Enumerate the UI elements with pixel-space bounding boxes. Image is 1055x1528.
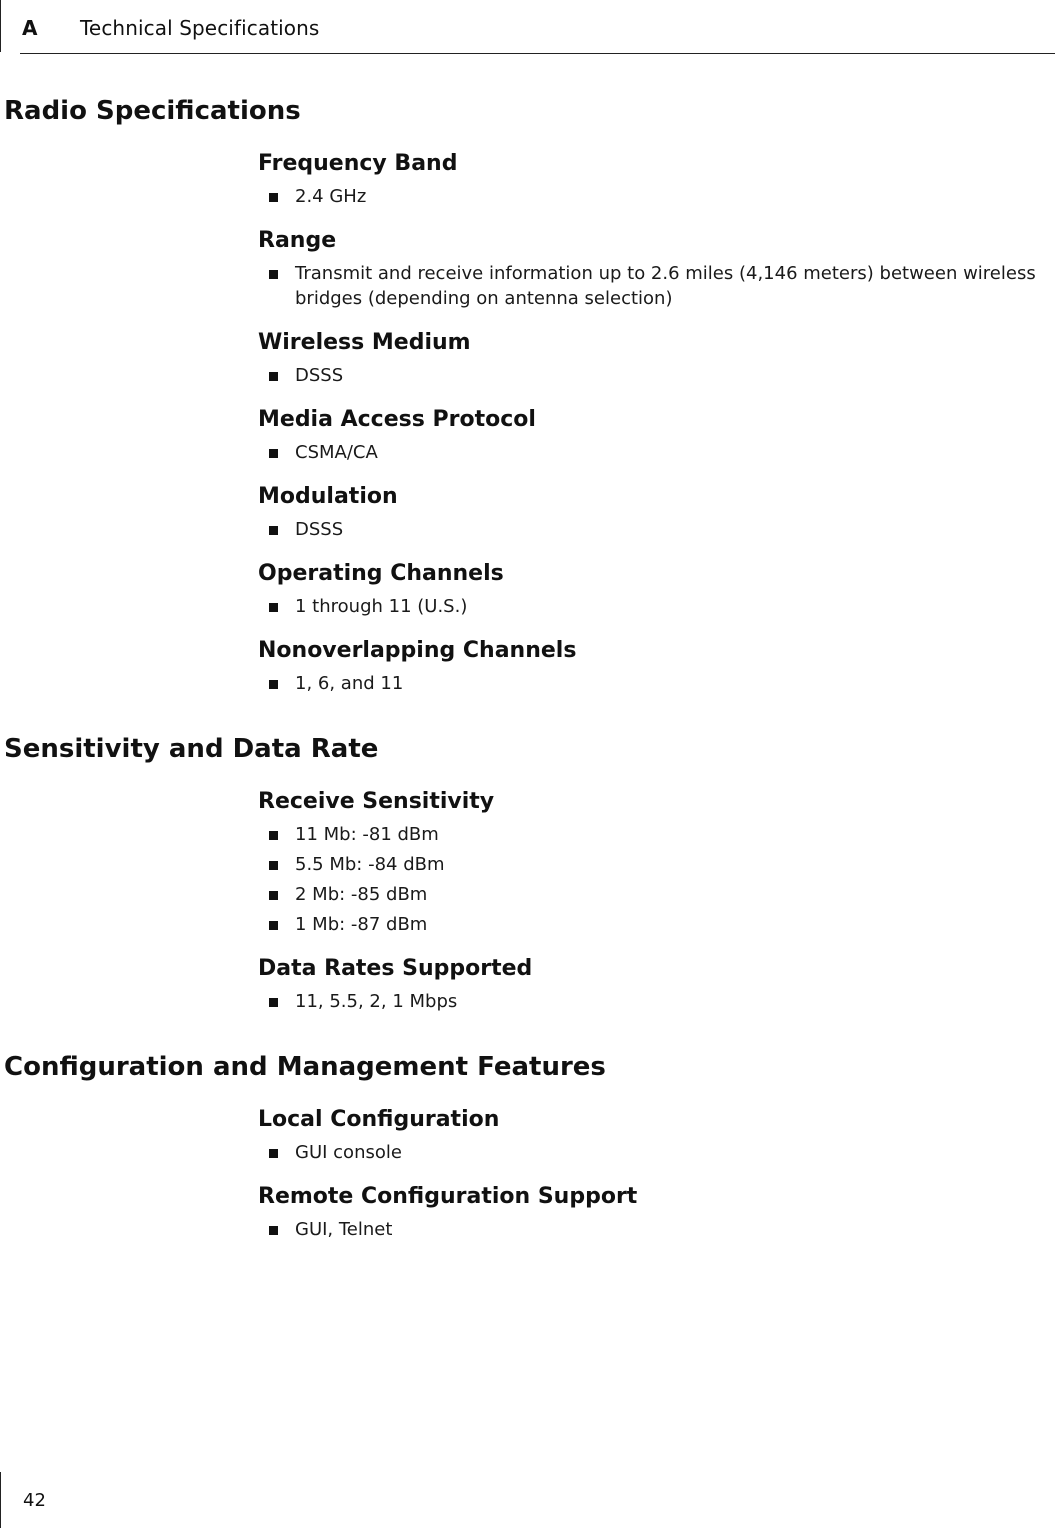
list-item-text: CSMA/CA bbox=[295, 442, 378, 463]
spec-list bbox=[258, 440, 1055, 465]
list-item-text: 5.5 Mb: -84 dBm bbox=[295, 854, 445, 875]
list-item bbox=[258, 184, 1055, 209]
square-bullet-icon bbox=[269, 603, 278, 612]
square-bullet-icon bbox=[269, 998, 278, 1007]
list-item bbox=[258, 363, 1055, 388]
spec-subheading: Receive Sensitivity bbox=[258, 789, 495, 814]
list-item bbox=[258, 822, 1055, 847]
running-header-title: Technical Specifications bbox=[80, 16, 320, 40]
spec-subsection bbox=[258, 150, 1055, 209]
spec-subheading: Range bbox=[258, 228, 337, 253]
spec-list bbox=[258, 261, 1055, 311]
spec-subheading: Nonoverlapping Channels bbox=[258, 638, 577, 663]
spec-list bbox=[258, 1140, 1055, 1165]
spec-subheading: Modulation bbox=[258, 484, 398, 509]
spec-list bbox=[258, 671, 1055, 696]
spec-subsection bbox=[258, 1106, 1055, 1165]
page-content bbox=[0, 94, 1055, 1260]
square-bullet-icon bbox=[269, 1149, 278, 1158]
spec-subheading: Media Access Protocol bbox=[258, 407, 536, 432]
spec-list bbox=[258, 989, 1055, 1014]
section-heading: Radio Specifications bbox=[4, 96, 301, 126]
square-bullet-icon bbox=[269, 831, 278, 840]
spec-list bbox=[258, 1217, 1055, 1242]
list-item bbox=[258, 1140, 1055, 1165]
square-bullet-icon bbox=[269, 861, 278, 870]
square-bullet-icon bbox=[269, 891, 278, 900]
spec-subsection bbox=[258, 406, 1055, 465]
list-item-text: 11 Mb: -81 dBm bbox=[295, 824, 439, 845]
list-item-text: GUI, Telnet bbox=[295, 1219, 393, 1240]
footer-vertical-rule bbox=[0, 1472, 1, 1528]
appendix-letter: A bbox=[22, 16, 38, 40]
list-item bbox=[258, 882, 1055, 907]
section-heading: Sensitivity and Data Rate bbox=[4, 734, 379, 764]
spec-list bbox=[258, 184, 1055, 209]
square-bullet-icon bbox=[269, 680, 278, 689]
spec-subheading: Local Configuration bbox=[258, 1107, 500, 1132]
list-item bbox=[258, 852, 1055, 877]
spec-subsection bbox=[258, 637, 1055, 696]
spec-subheading: Operating Channels bbox=[258, 561, 504, 586]
spec-subsection bbox=[258, 788, 1055, 937]
square-bullet-icon bbox=[269, 193, 278, 202]
list-item-text: DSSS bbox=[295, 519, 344, 540]
list-item-text: Transmit and receive information up to 2.6 miles (4,146 meters) between wireless bridges (depending on antenna selection) bbox=[295, 263, 1036, 309]
spec-subsection bbox=[258, 560, 1055, 619]
list-item-text: 11, 5.5, 2, 1 Mbps bbox=[295, 991, 458, 1012]
list-item bbox=[258, 912, 1055, 937]
list-item bbox=[258, 261, 1055, 311]
square-bullet-icon bbox=[269, 1226, 278, 1235]
list-item-text: 1 Mb: -87 dBm bbox=[295, 914, 428, 935]
section-heading: Configuration and Management Features bbox=[4, 1052, 606, 1082]
square-bullet-icon bbox=[269, 449, 278, 458]
list-item bbox=[258, 594, 1055, 619]
list-item bbox=[258, 517, 1055, 542]
header-vertical-rule bbox=[0, 0, 1, 52]
list-item-text: GUI console bbox=[295, 1142, 402, 1163]
spec-subheading: Data Rates Supported bbox=[258, 956, 533, 981]
list-item-text: 2 Mb: -85 dBm bbox=[295, 884, 428, 905]
spec-list bbox=[258, 822, 1055, 937]
list-item-text: 2.4 GHz bbox=[295, 186, 367, 207]
list-item bbox=[258, 1217, 1055, 1242]
list-item-text: 1 through 11 (U.S.) bbox=[295, 596, 468, 617]
spec-subheading: Remote Configuration Support bbox=[258, 1184, 638, 1209]
spec-list bbox=[258, 363, 1055, 388]
page-number: 42 bbox=[23, 1490, 46, 1511]
list-item bbox=[258, 989, 1055, 1014]
square-bullet-icon bbox=[269, 270, 278, 279]
spec-list bbox=[258, 594, 1055, 619]
spec-subsection bbox=[258, 483, 1055, 542]
list-item-text: 1, 6, and 11 bbox=[295, 673, 404, 694]
list-item bbox=[258, 440, 1055, 465]
spec-subsection bbox=[258, 1183, 1055, 1242]
square-bullet-icon bbox=[269, 921, 278, 930]
spec-subsection bbox=[258, 329, 1055, 388]
list-item-text: DSSS bbox=[295, 365, 344, 386]
header-horizontal-rule bbox=[20, 53, 1055, 54]
spec-list bbox=[258, 517, 1055, 542]
square-bullet-icon bbox=[269, 526, 278, 535]
spec-subheading: Frequency Band bbox=[258, 151, 458, 176]
spec-subsection bbox=[258, 955, 1055, 1014]
square-bullet-icon bbox=[269, 372, 278, 381]
spec-subheading: Wireless Medium bbox=[258, 330, 471, 355]
list-item bbox=[258, 671, 1055, 696]
spec-subsection bbox=[258, 227, 1055, 311]
